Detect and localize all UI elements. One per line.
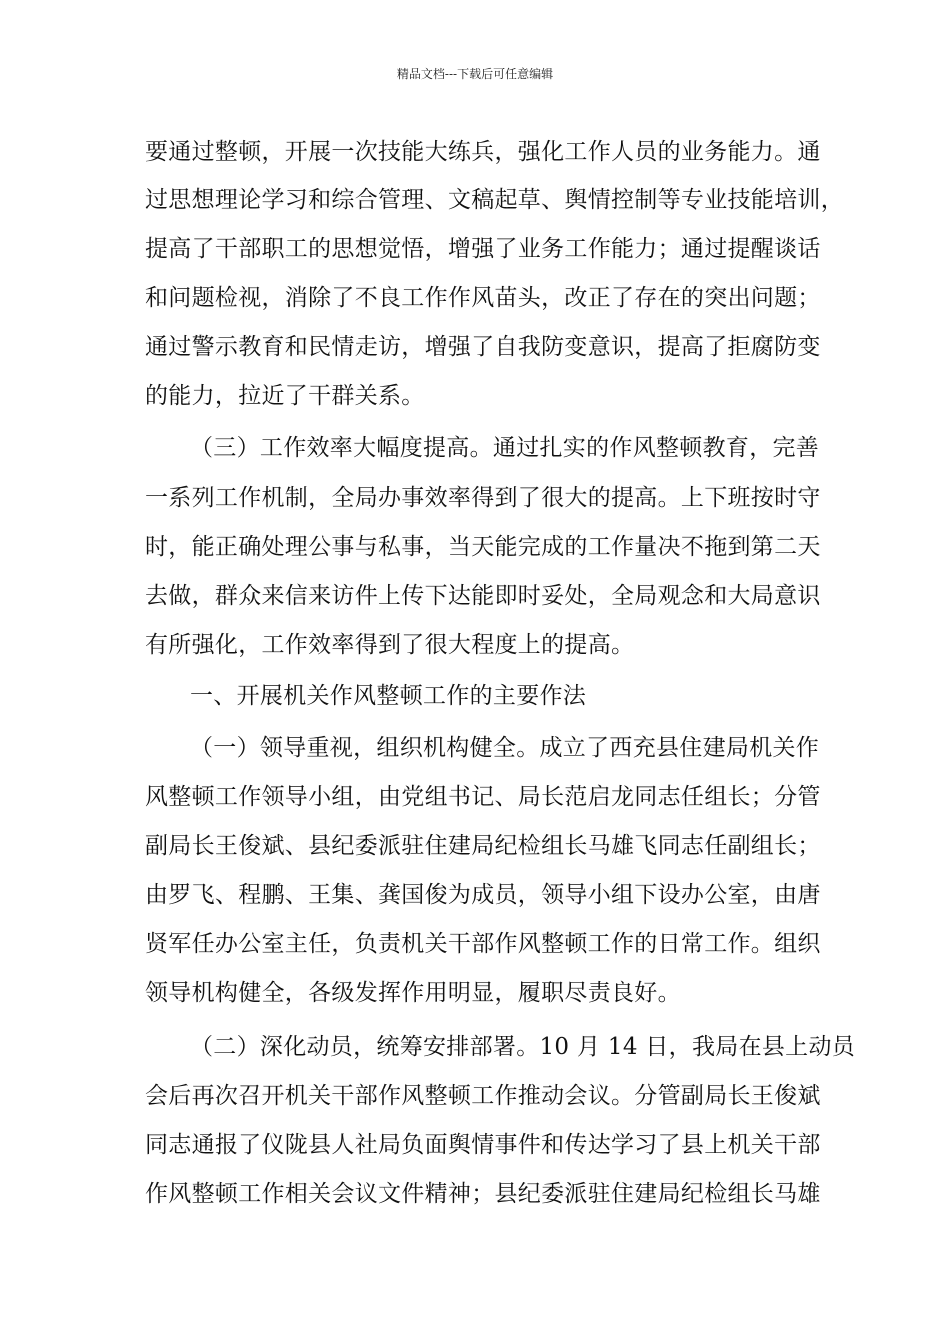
paragraph-heading: （一）领导重视，组织机构健全。成立了西充县住建局机关作 bbox=[190, 735, 820, 761]
body-line: 提高了干部职工的思想觉悟，增强了业务工作能力；通过提醒谈话 bbox=[145, 236, 821, 262]
body-line: 作风整顿工作相关会议文件精神；县纪委派驻住建局纪检组长马雄 bbox=[145, 1181, 821, 1207]
body-line: 和问题检视，消除了不良工作作风苗头，改正了存在的突出问题； bbox=[145, 285, 821, 311]
body-line: 副局长王俊斌、县纪委派驻住建局纪检组长马雄飞同志任副组长； bbox=[145, 833, 821, 859]
body-line: 同志通报了仪陇县人社局负面舆情事件和传达学习了县上机关干部 bbox=[145, 1132, 821, 1158]
page-header: 精品文档---下载后可任意编辑 bbox=[396, 67, 554, 81]
body-line: 要通过整顿，开展一次技能大练兵，强化工作人员的业务能力。通 bbox=[145, 139, 821, 165]
body-line: 过思想理论学习和综合管理、文稿起草、舆情控制等专业技能培训， bbox=[145, 187, 844, 213]
body-line: 通过警示教育和民情走访，增强了自我防变意识，提高了拒腐防变 bbox=[145, 334, 821, 360]
paragraph-heading: （三）工作效率大幅度提高。通过扎实的作风整顿教育，完善 bbox=[190, 435, 820, 461]
body-line: 由罗飞、程鹏、王集、龚国俊为成员，领导小组下设办公室，由唐 bbox=[145, 882, 821, 908]
body-line: 会后再次召开机关干部作风整顿工作推动会议。分管副局长王俊斌 bbox=[145, 1083, 821, 1109]
body-line: 的能力，拉近了干群关系。 bbox=[145, 383, 425, 409]
section-heading: 一、开展机关作风整顿工作的主要作法 bbox=[190, 683, 587, 709]
body-line: 有所强化，工作效率得到了很大程度上的提高。 bbox=[145, 632, 635, 658]
body-line: 时，能正确处理公事与私事，当天能完成的工作量决不拖到第二天 bbox=[145, 534, 821, 560]
body-line: 领导机构健全，各级发挥作用明显，履职尽责良好。 bbox=[145, 980, 681, 1006]
paragraph-heading: （二）深化动员，统筹安排部署。10 月 14 日，我局在县上动员 bbox=[190, 1034, 856, 1060]
body-line: 风整顿工作领导小组，由党组书记、局长范启龙同志任组长；分管 bbox=[145, 784, 821, 810]
body-line: 去做，群众来信来访件上传下达能即时妥处，全局观念和大局意识 bbox=[145, 583, 821, 609]
body-line: 贤军任办公室主任，负责机关干部作风整顿工作的日常工作。组织 bbox=[145, 931, 821, 957]
body-line: 一系列工作机制，全局办事效率得到了很大的提高。上下班按时守 bbox=[145, 485, 821, 511]
